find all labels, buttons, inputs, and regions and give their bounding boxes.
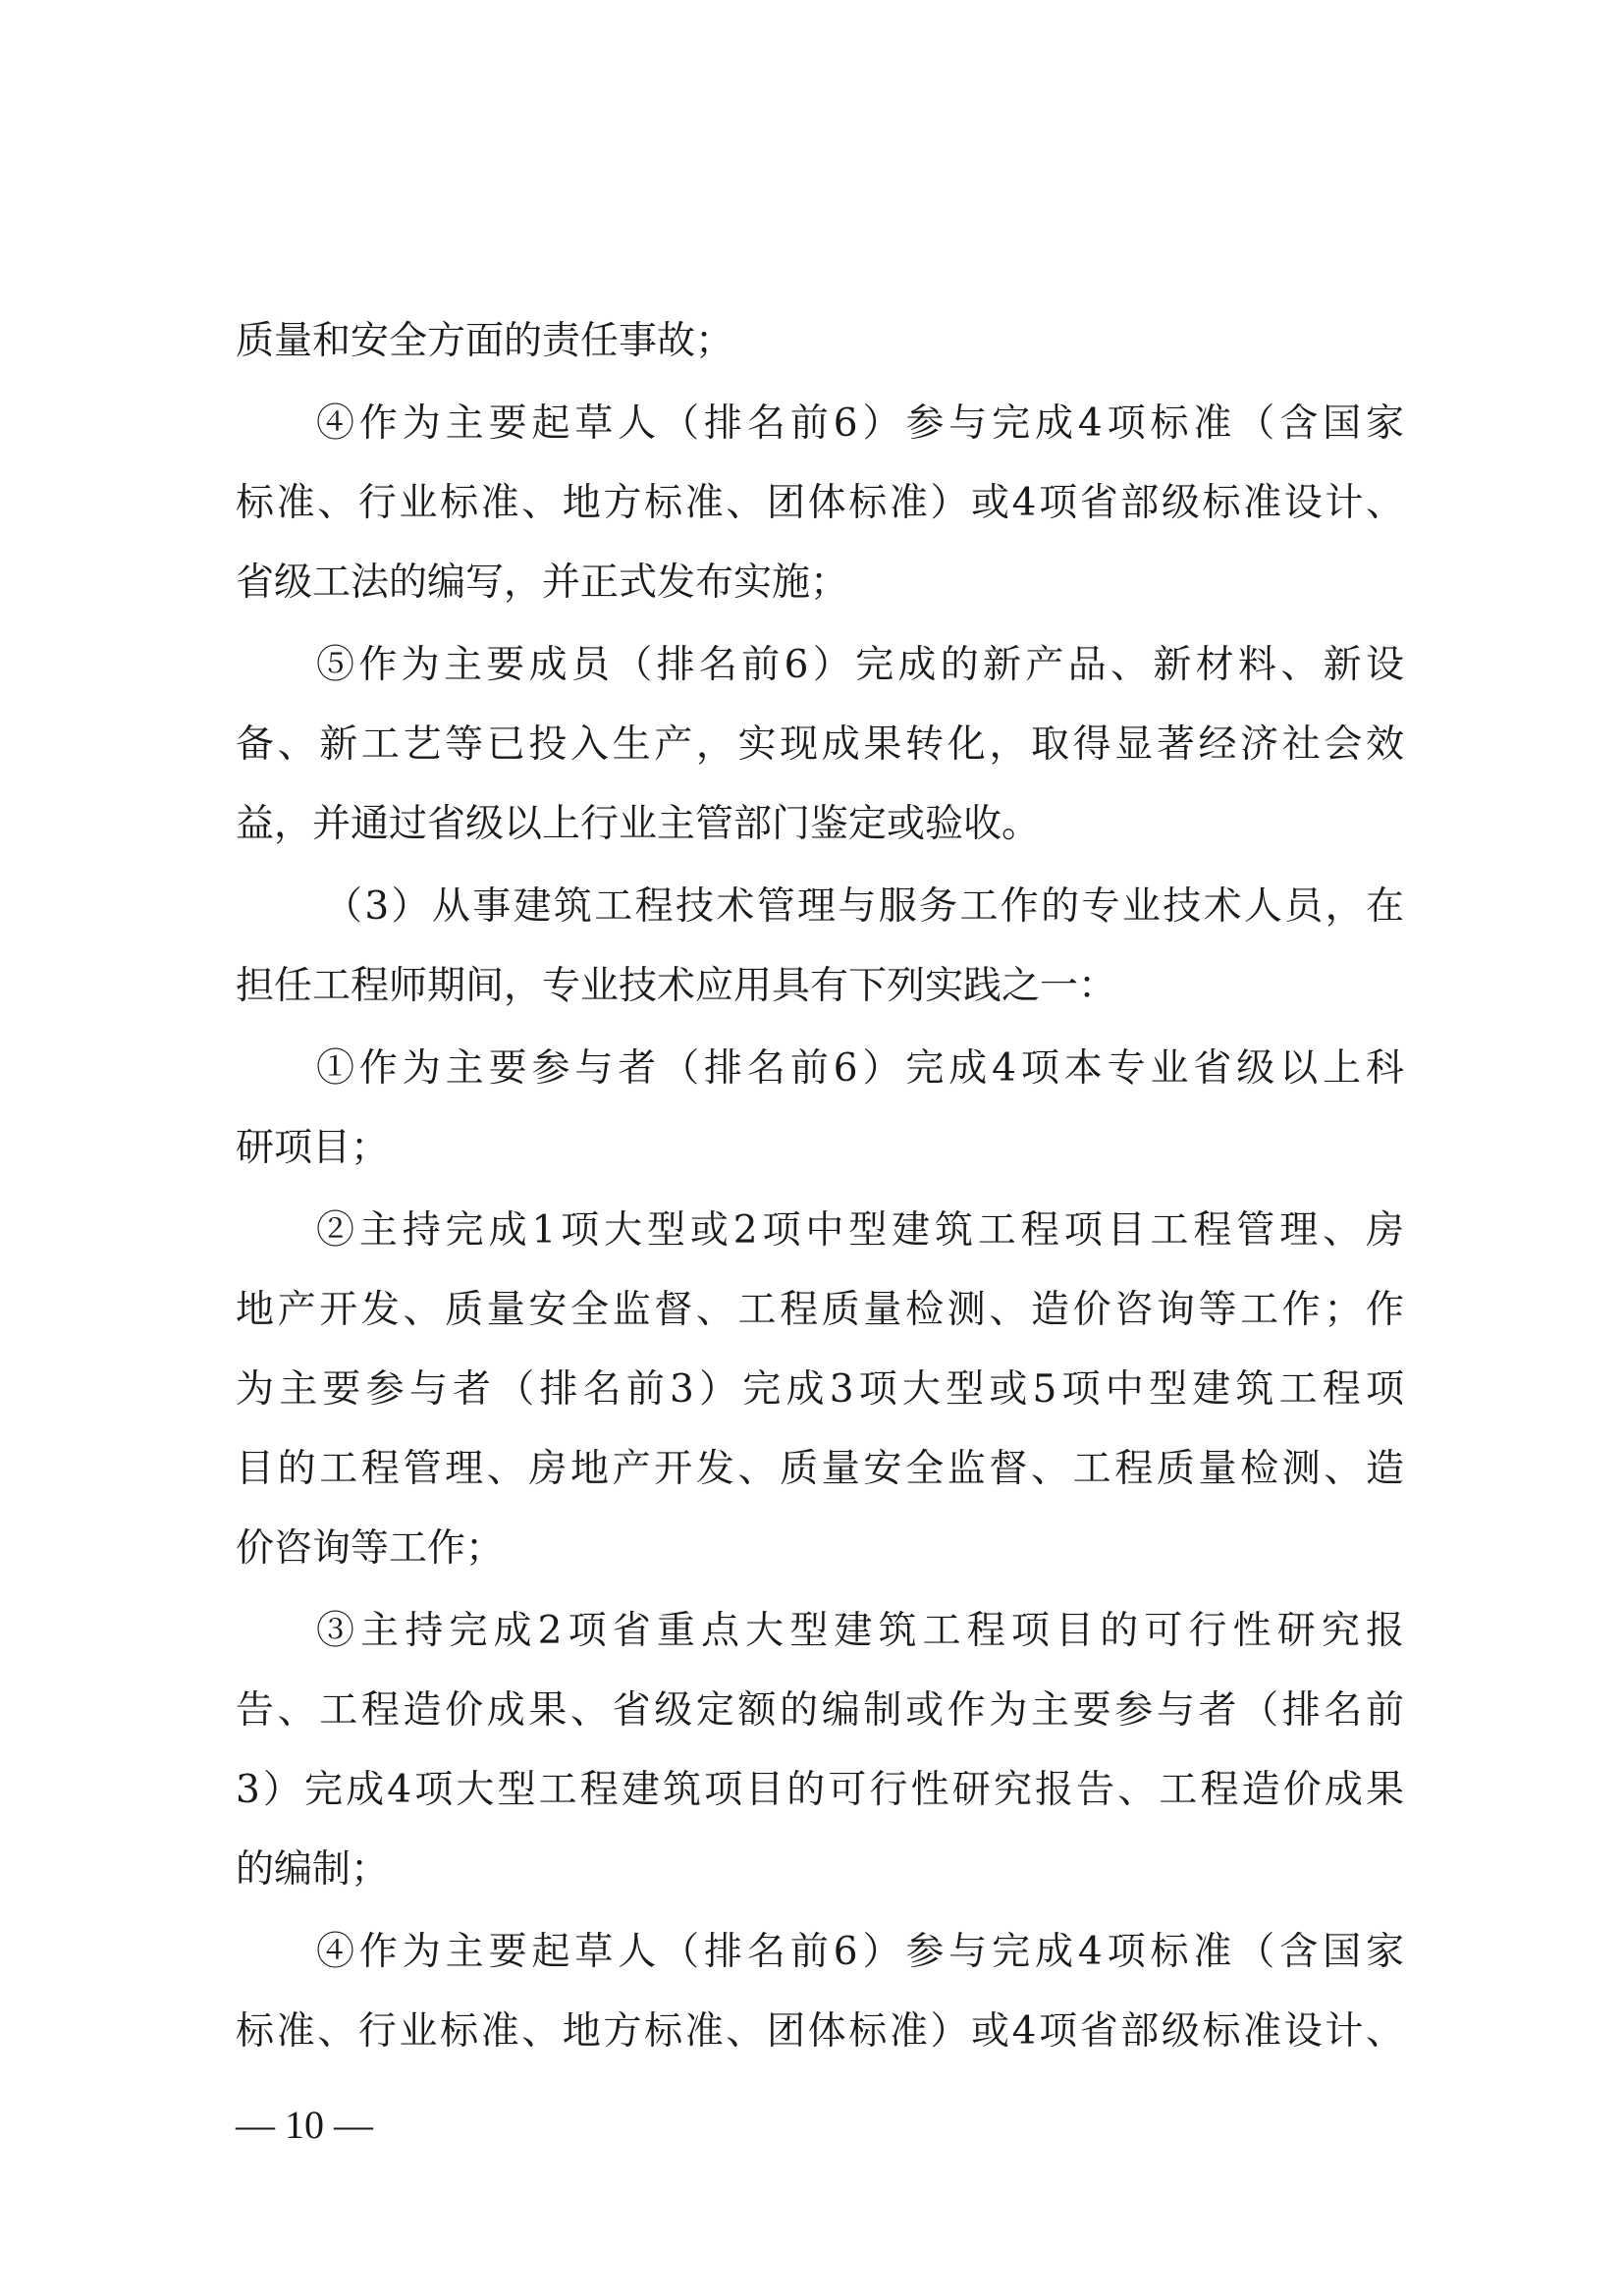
text-line-20: 的编制； (236, 1847, 390, 1892)
text-line-7: 益，并通过省级以上行业主管部门鉴定或验收。 (236, 802, 1041, 846)
text-line-12: ②主持完成1项大型或2项中型建筑工程项目工程管理、房 (316, 1208, 1404, 1253)
text-line-21: ④作为主要起草人（排名前6）参与完成4项标准（含国家 (316, 1930, 1404, 1974)
text-line-22: 标准、行业标准、地方标准、团体标准）或4项省部级标准设计、 (236, 2009, 1404, 2054)
text-line-2: ④作为主要起草人（排名前6）参与完成4项标准（含国家 (316, 401, 1404, 446)
text-line-13: 地产开发、质量安全监督、工程质量检测、造价咨询等工作；作 (236, 1288, 1404, 1332)
text-line-10: ①作为主要参与者（排名前6）完成4项本专业省级以上科 (316, 1046, 1404, 1091)
text-line-5: ⑤作为主要成员（排名前6）完成的新产品、新材料、新设 (316, 643, 1404, 687)
text-line-6: 备、新工艺等已投入生产，实现成果转化，取得显著经济社会效 (236, 722, 1404, 767)
text-line-4: 省级工法的编写，并正式发布实施； (236, 561, 849, 605)
text-line-15: 目的工程管理、房地产开发、质量安全监督、工程质量检测、造 (236, 1447, 1404, 1491)
text-line-11: 研项目； (236, 1126, 390, 1170)
text-line-9: 担任工程师期间，专业技术应用具有下列实践之一： (236, 964, 1117, 1008)
text-line-1: 质量和安全方面的责任事故； (236, 319, 734, 363)
text-line-14: 为主要参与者（排名前3）完成3项大型或5项中型建筑工程项 (236, 1367, 1404, 1412)
text-line-16: 价咨询等工作； (236, 1526, 505, 1571)
text-line-19: 3）完成4项大型工程建筑项目的可行性研究报告、工程造价成果 (236, 1768, 1404, 1812)
text-line-18: 告、工程造价成果、省级定额的编制或作为主要参与者（排名前 (236, 1688, 1404, 1733)
text-line-17: ③主持完成2项省重点大型建筑工程项目的可行性研究报 (316, 1609, 1404, 1653)
text-line-8: （3）从事建筑工程技术管理与服务工作的专业技术人员，在 (324, 884, 1404, 929)
text-line-3: 标准、行业标准、地方标准、团体标准）或4项省部级标准设计、 (236, 481, 1404, 525)
page-number: — 10 — (236, 2103, 373, 2147)
